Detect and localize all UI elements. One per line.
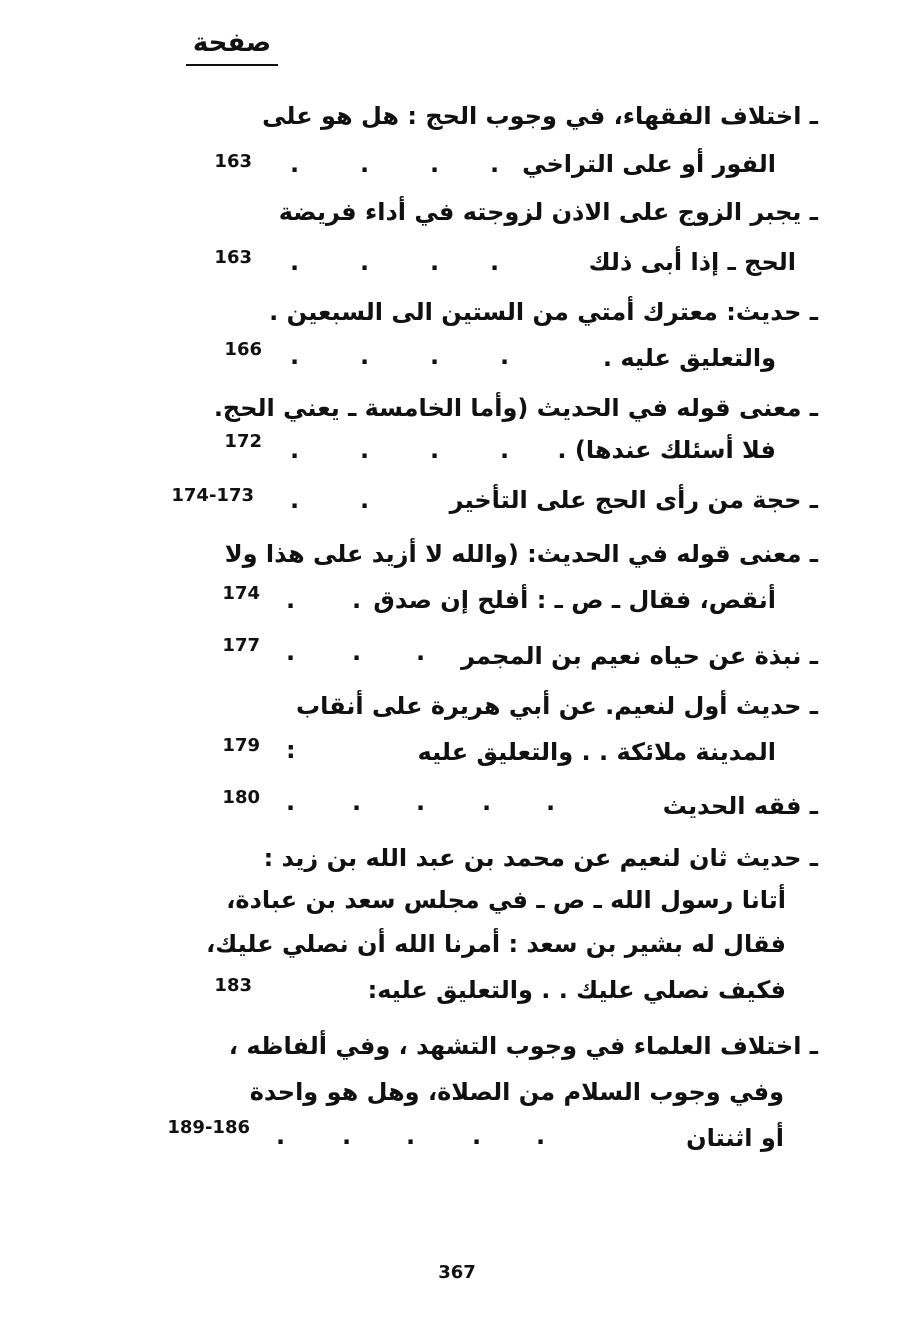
entry-text-line: أنقص، فقال ـ ص ـ : أفلح إن صدق <box>373 586 776 614</box>
entry-text-line: ـ يجبر الزوج على الاذن لزوجته في أداء فريضة <box>278 198 818 226</box>
entry-text-line: ـ حديث أول لنعيم. عن أبي هريرة على أنقاب <box>296 692 818 720</box>
entry-text-line: ـ اختلاف العلماء في وجوب التشهد ، وفي ألفاظه ، <box>228 1032 818 1060</box>
entry-page-number: 163 <box>214 247 252 268</box>
entry-page-number: 172 <box>224 431 262 452</box>
entry-page-number: 183 <box>214 975 252 996</box>
entry-page-number: 174-173 <box>171 485 254 506</box>
entry-text-line: ـ حديث ثان لنعيم عن محمد بن عبد الله بن زيد : <box>263 844 818 872</box>
entry-page-number: 163 <box>214 151 252 172</box>
entry-page-number: 166 <box>224 339 262 360</box>
entry-page-number: 179 <box>222 735 260 756</box>
entry-text-line: أو اثنتان <box>686 1124 784 1152</box>
entry-text-line: المدينة ملائكة . . والتعليق عليه <box>417 738 776 766</box>
entry-text-line: الفور أو على التراخي <box>522 150 776 178</box>
entry-text-line: فلا أسئلك عندها) . <box>557 436 776 464</box>
entry-text-line: فكيف نصلي عليك . . والتعليق عليه: <box>367 976 786 1004</box>
entry-text-line: ـ فقه الحديث <box>662 792 818 820</box>
entry-text-line: أتانا رسول الله ـ ص ـ في مجلس سعد بن عبادة، <box>226 886 786 914</box>
entry-text-line: ـ حجة من رأى الحج على التأخير <box>449 486 818 514</box>
entry-text-line: الحج ـ إذا أبى ذلك <box>588 248 796 276</box>
entry-text-line: والتعليق عليه . <box>602 344 776 372</box>
entry-text-line: فقال له بشير بن سعد : أمرنا الله أن نصلي عليك، <box>206 930 786 958</box>
entry-page-number: 180 <box>222 787 260 808</box>
page-column-header: صفحة <box>186 28 278 66</box>
entry-text-line: ـ معنى قوله في الحديث (وأما الخامسة ـ يعني الحج. <box>213 394 818 422</box>
entry-page-number: 177 <box>222 635 260 656</box>
entry-text-line: وفي وجوب السلام من الصلاة، وهل هو واحدة <box>249 1078 784 1106</box>
entry-text-line: ـ اختلاف الفقهاء، في وجوب الحج : هل هو على <box>262 102 818 130</box>
entry-page-number: 189-186 <box>167 1117 250 1138</box>
page-number: 367 <box>438 1262 476 1283</box>
entry-text-line: ـ نبذة عن حياه نعيم بن المجمر <box>461 642 818 670</box>
entry-text-line: ـ معنى قوله في الحديث: (والله لا أزيد على هذا ولا <box>224 540 818 568</box>
entry-page-number: 174 <box>222 583 260 604</box>
entry-text-line: ـ حديث: معترك أمتي من الستين الى السبعين . <box>269 298 818 326</box>
